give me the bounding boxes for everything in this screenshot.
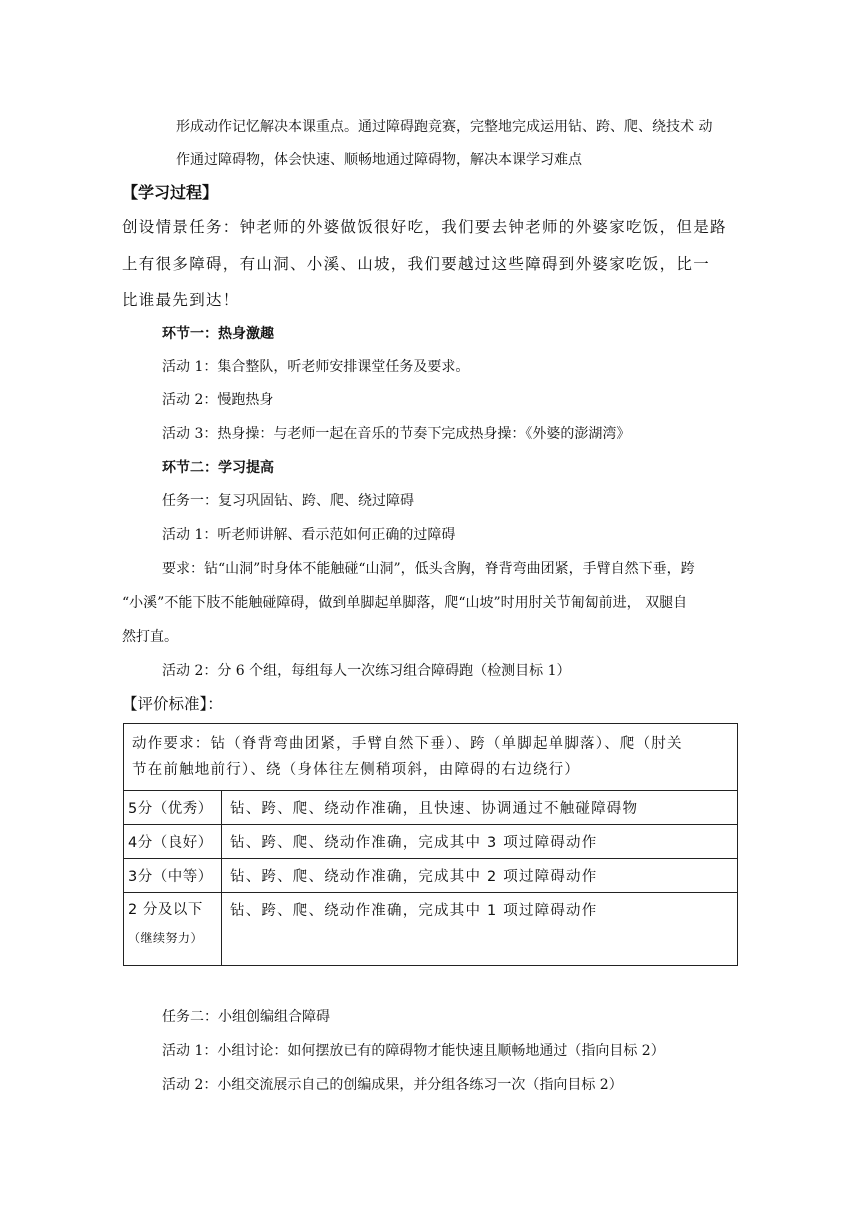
table-row bbox=[124, 893, 738, 966]
grade-description: 钻、跨、爬、绕动作准确，完成其中 3 项过障碍动作 bbox=[222, 825, 738, 859]
grade-description: 钻、跨、爬、绕动作准确，完成其中 2 项过障碍动作 bbox=[222, 859, 738, 893]
requirement-line-2: “小溪”不能下肢不能触碰障碍，做到单脚起单脚落，爬“山坡”时用肘关节匍匐前进， 双腿自 bbox=[122, 595, 688, 611]
grade-cell: 4分（良好） bbox=[124, 825, 222, 859]
section-1-activity-3: 活动 3：热身操：与老师一起在音乐的节奏下完成热身操：《外婆的澎湖湾》 bbox=[162, 426, 631, 442]
grade-description: 钻、跨、爬、绕动作准确，完成其中 1 项过障碍动作 bbox=[222, 893, 738, 966]
intro-line-2: 作通过障碍物，体会快速、顺畅地通过障碍物，解决本课学习难点 bbox=[176, 152, 582, 168]
intro-line-1: 形成动作记忆解决本课重点。通过障碍跑竞赛，完整地完成运用钻、跨、爬、绕技术 动 bbox=[176, 119, 713, 135]
scenario-line-1: 创设情景任务：钟老师的外婆做饭很好吃，我们要去钟老师的外婆家吃饭，但是路 bbox=[122, 218, 727, 236]
eval-requirement-line-2: 节在前触地前行）、绕（身体往左侧稍项斜，由障碍的右边绕行） bbox=[132, 762, 581, 778]
requirement-cell bbox=[124, 724, 738, 791]
grade-cell: 3分（中等） bbox=[124, 859, 222, 893]
task-1-title: 任务一：复习巩固钻、跨、爬、绕过障碍 bbox=[162, 493, 414, 509]
table-row bbox=[124, 825, 738, 859]
task-2-activity-2: 活动 2：小组交流展示自己的创编成果，并分组各练习一次（指向目标 2） bbox=[162, 1077, 623, 1093]
scenario-line-3: 比谁最先到达！ bbox=[122, 291, 240, 309]
section-1-activity-2: 活动 2：慢跑热身 bbox=[162, 392, 274, 408]
grade-label: 2 分及以下 bbox=[128, 902, 203, 918]
table-row bbox=[124, 859, 738, 893]
grade-note: （继续努力） bbox=[128, 931, 204, 945]
task-2-activity-1: 活动 1：小组讨论：如何摆放已有的障碍物才能快速且顺畅地通过（指向目标 2） bbox=[162, 1043, 665, 1059]
evaluation-heading: 【评价标准】： bbox=[122, 695, 223, 713]
grade-cell bbox=[124, 893, 222, 966]
section-1-activity-1: 活动 1：集合整队，听老师安排课堂任务及要求。 bbox=[162, 359, 470, 375]
section-2-title: 环节二：学习提高 bbox=[162, 460, 274, 476]
scenario-line-2: 上有很多障碍，有山洞、小溪、山坡，我们要越过这些障碍到外婆家吃饭，比一 bbox=[122, 255, 711, 273]
eval-requirement-line-1: 动作要求：钻（脊背弯曲团紧，手臂自然下垂）、跨（单脚起单脚落）、爬（肘关 bbox=[132, 736, 683, 752]
table-row bbox=[124, 791, 738, 825]
grade-cell: 5分（优秀） bbox=[124, 791, 222, 825]
table-row bbox=[124, 724, 738, 791]
evaluation-table bbox=[123, 723, 738, 966]
task-1-activity-2: 活动 2：分 6 个组，每组每人一次练习组合障碍跑（检测目标 1） bbox=[162, 663, 571, 679]
task-2-title: 任务二：小组创编组合障碍 bbox=[162, 1009, 330, 1025]
learning-process-heading: 【学习过程】 bbox=[122, 183, 219, 202]
requirement-line-3: 然打直。 bbox=[122, 629, 178, 645]
task-1-activity-1: 活动 1：听老师讲解、看示范如何正确的过障碍 bbox=[162, 527, 456, 543]
requirement-line-1: 要求：钻“山洞”时身体不能触碰“山洞”，低头含胸，脊背弯曲团紧，手臂自然下垂，跨 bbox=[162, 561, 695, 577]
grade-description: 钻、跨、爬、绕动作准确，且快速、协调通过不触碰障碍物 bbox=[222, 791, 738, 825]
section-1-title: 环节一：热身激趣 bbox=[162, 326, 274, 342]
